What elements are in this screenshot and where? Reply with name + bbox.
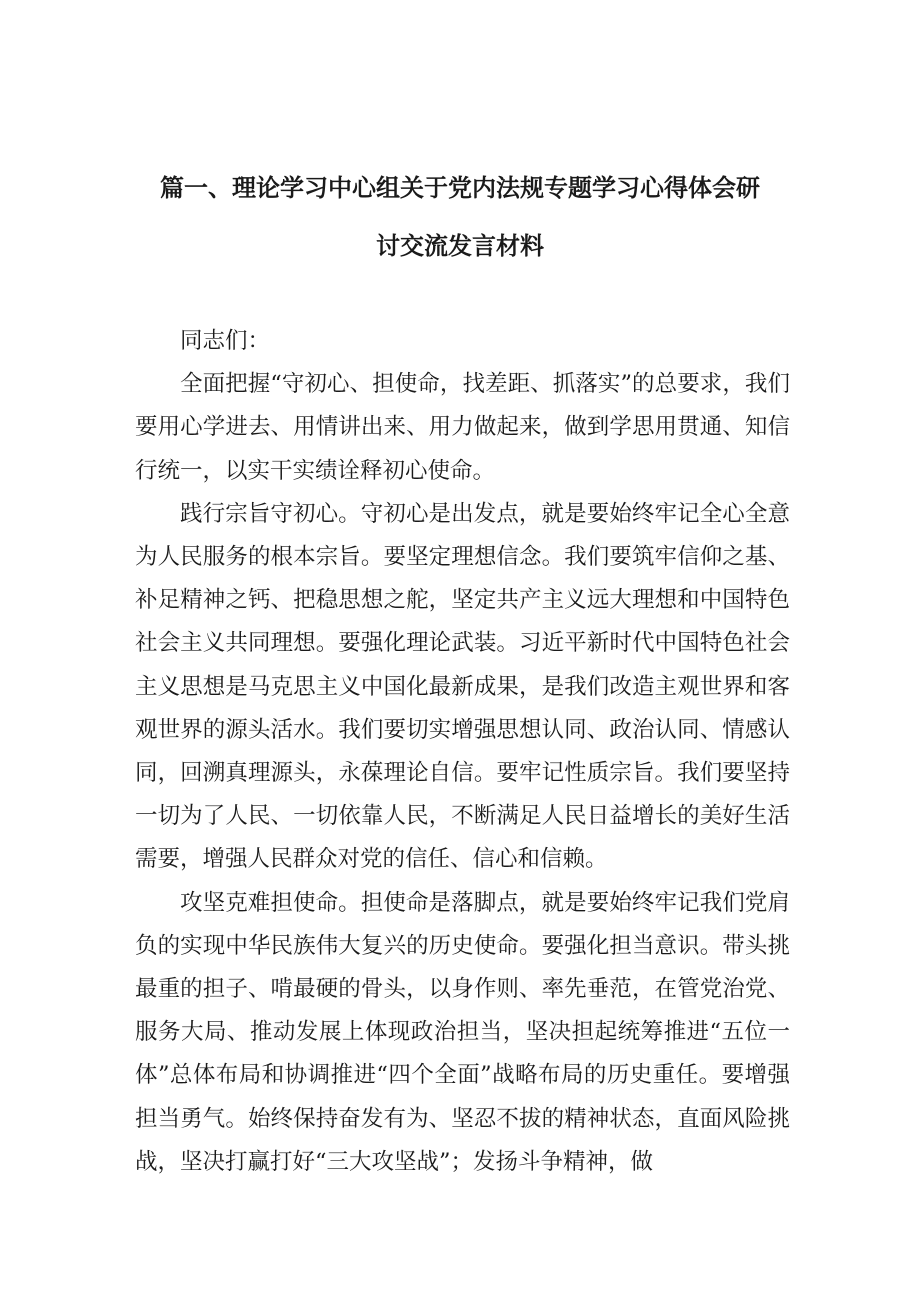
document-title-line-1: 篇一、理论学习中心组关于党内法规专题学习心得体会研: [160, 174, 760, 202]
body-paragraph: 攻坚克难担使命。担使命是落脚点，就是要始终牢记我们党肩负的实现中华民族伟大复兴的历史使命。要强化担当意识。带头挑最重的担子、啃最硬的骨头，以身作则、率先垂范，在管党治党、服务大局、推动发展上体现政治担当，坚决担起统筹推进“五位一体”总体布局和协调推进“四个全面”战略布局的历史重任。要增强担当勇气。始终保持奋发有为、坚忍不拔的精神状态，直面风险挑战，坚决打赢打好“三大攻坚战”；发扬斗争精神，做: [135, 889, 790, 1175]
body-paragraph: 全面把握“守初心、担使命，找差距、抓落实”的总要求，我们要用心学进去、用情讲出来、用力做起来，做到学思用贯通、知信行统一，以实干实绩诠释初心使命。: [135, 371, 790, 484]
body-paragraph: 践行宗旨守初心。守初心是出发点，就是要始终牢记全心全意为人民服务的根本宗旨。要坚定理想信念。我们要筑牢信仰之基、补足精神之钙、把稳思想之舵，坚定共产主义远大理想和中国特色社会主义共同理想。要强化理论武装。习近平新时代中国特色社会主义思想是马克思主义中国化最新成果，是我们改造主观世界和客观世界的源头活水。我们要切实增强思想认同、政治认同、情感认同，回溯真理源头，永葆理论自信。要牢记性质宗旨。我们要坚持一切为了人民、一切依靠人民，不断满足人民日益增长的美好生活需要，增强人民群众对党的信任、信心和信赖。: [135, 500, 790, 873]
document-body: [135, 320, 790, 1184]
salutation: 同志们：: [180, 328, 271, 354]
document-title-line-2: 讨交流发言材料: [376, 232, 544, 260]
